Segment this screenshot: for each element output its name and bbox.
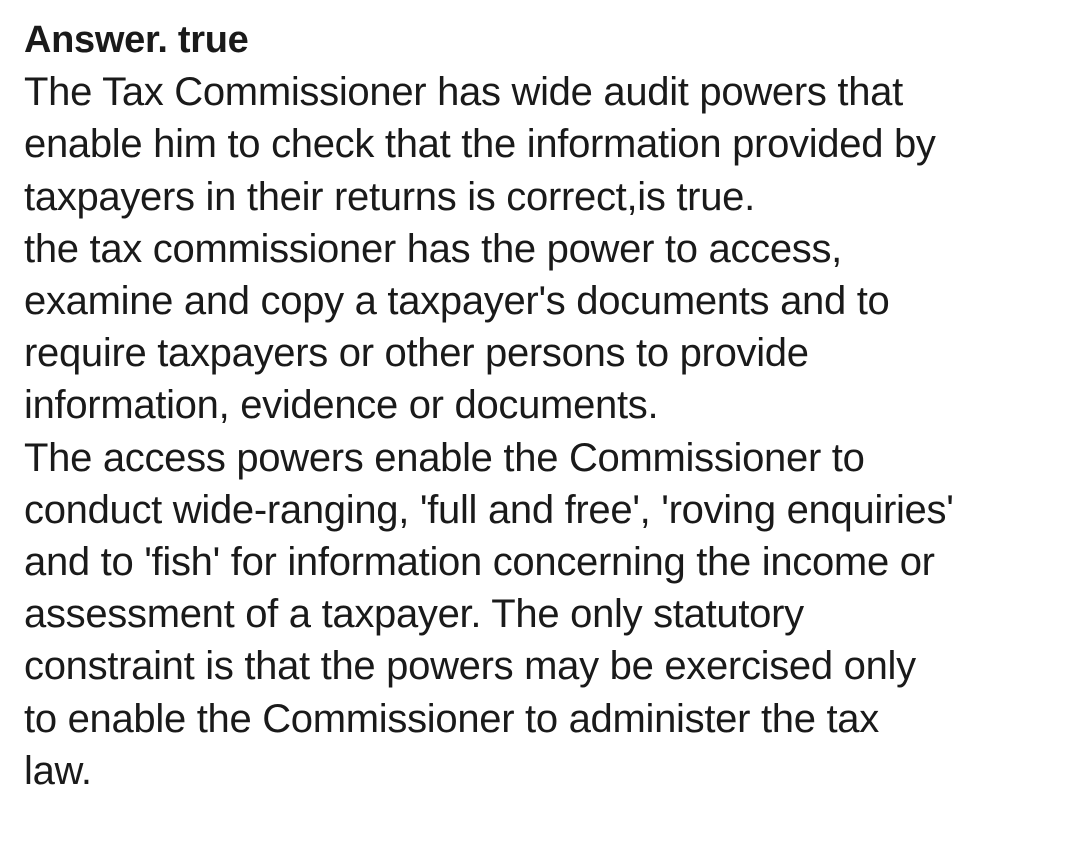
answer-line: conduct wide-ranging, 'full and free', 'roving enquiries'	[24, 487, 954, 532]
answer-heading: Answer. true	[24, 19, 249, 61]
answer-line: enable him to check that the information provided by	[24, 122, 936, 167]
answer-line: The access powers enable the Commissioner to	[24, 435, 865, 480]
answer-line: the tax commissioner has the power to access,	[24, 226, 842, 271]
answer-line: The Tax Commissioner has wide audit powers that	[24, 70, 903, 115]
answer-line: information, evidence or documents.	[24, 383, 659, 428]
answer-line: and to 'fish' for information concerning the income or	[24, 540, 935, 585]
answer-line: examine and copy a taxpayer's documents and to	[24, 279, 890, 324]
answer-block	[24, 14, 1074, 797]
answer-line: require taxpayers or other persons to provide	[24, 331, 809, 376]
answer-line: assessment of a taxpayer. The only statutory	[24, 592, 804, 637]
answer-line: law.	[24, 748, 92, 793]
answer-line: taxpayers in their returns is correct,is true.	[24, 174, 755, 219]
answer-line: to enable the Commissioner to administer the tax	[24, 696, 879, 741]
answer-line: constraint is that the powers may be exercised only	[24, 644, 916, 689]
